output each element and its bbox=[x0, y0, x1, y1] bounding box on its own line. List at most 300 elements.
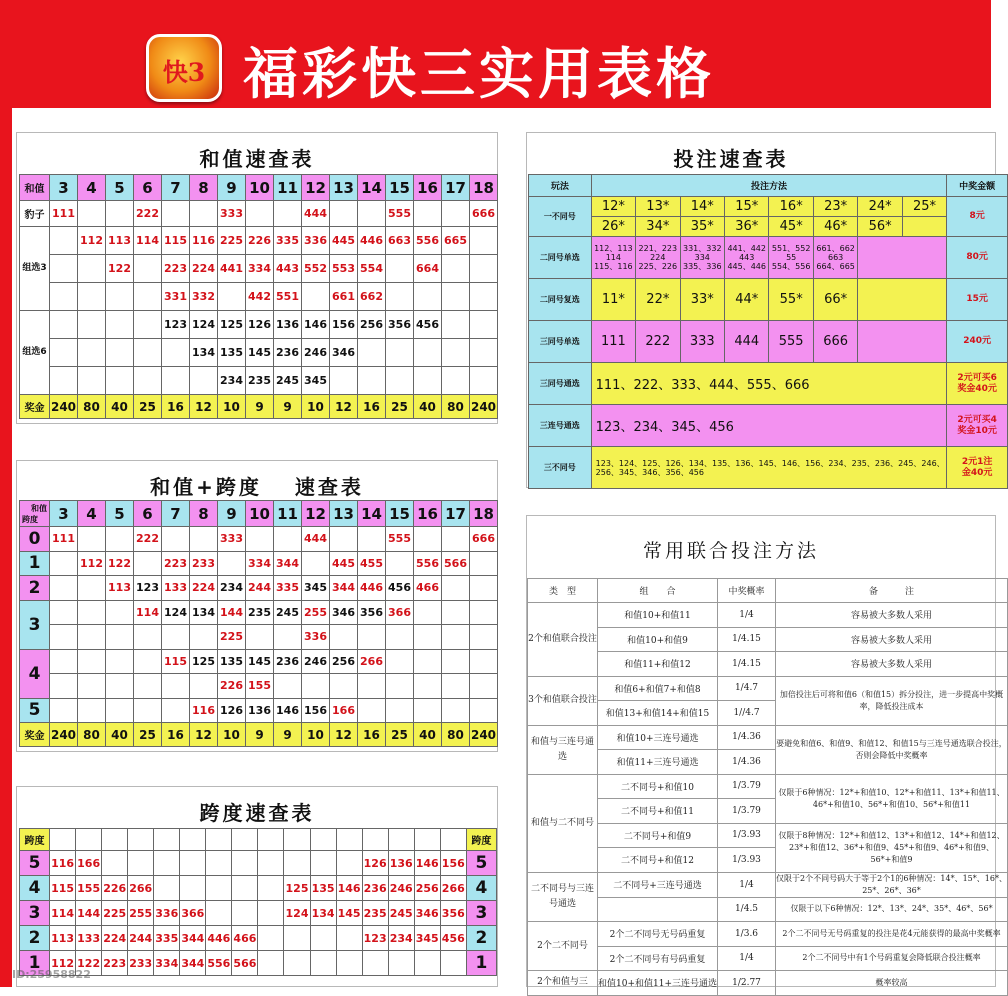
table-cell: 441 bbox=[218, 255, 246, 283]
table-cell: 123 bbox=[362, 926, 388, 951]
sum-value-header: 5 bbox=[106, 501, 134, 527]
combo-note: 仅限于8种情况：12*+和值12、13*+和值12、14*+和值12、23*+和值12、36*+和值9、45*+和值9、46*+和值9、56*+和值9 bbox=[776, 823, 1008, 872]
zu6-row bbox=[20, 339, 498, 367]
combo-combination: 2个二不同号有号码重复 bbox=[598, 946, 718, 971]
table-cell: 661 bbox=[330, 283, 358, 311]
sum-value-header: 18 bbox=[470, 501, 498, 527]
table-cell bbox=[414, 951, 440, 976]
bet-play-label: 一不同号 bbox=[529, 197, 592, 237]
table-cell bbox=[128, 851, 154, 876]
table-cell bbox=[50, 551, 78, 576]
table-cell bbox=[50, 649, 78, 674]
table-cell bbox=[386, 283, 414, 311]
table-cell: 255 bbox=[128, 901, 154, 926]
combo-combination: 和值10+三连号通选 bbox=[598, 725, 718, 750]
table-cell: 246 bbox=[302, 649, 330, 674]
prize-value: 9 bbox=[274, 395, 302, 419]
sum-span-header-row bbox=[20, 501, 498, 527]
table-cell: 115 bbox=[50, 876, 76, 901]
prize-value: 9 bbox=[274, 723, 302, 747]
table-cell bbox=[50, 625, 78, 650]
table-cell bbox=[180, 851, 206, 876]
table-cell bbox=[414, 674, 442, 699]
logo-text: 快3 bbox=[162, 58, 206, 87]
table-cell: 24* bbox=[858, 197, 902, 217]
table-cell: 26* bbox=[591, 217, 635, 237]
table-cell: 554 bbox=[358, 255, 386, 283]
table-cell bbox=[442, 283, 470, 311]
sum-value-header: 4 bbox=[78, 501, 106, 527]
combo-combination: 二不同号+和值12 bbox=[598, 848, 718, 873]
dice-logo-icon bbox=[146, 34, 222, 102]
corner-bottom-label: 跨度 bbox=[22, 514, 38, 524]
table-cell: 15* bbox=[725, 197, 769, 217]
table-cell: 456 bbox=[414, 311, 442, 339]
table-cell: 224 bbox=[190, 255, 218, 283]
table-cell bbox=[134, 674, 162, 699]
table-cell: 366 bbox=[180, 901, 206, 926]
prize-value: 9 bbox=[246, 723, 274, 747]
table-cell: 236 bbox=[362, 876, 388, 901]
table-cell bbox=[206, 829, 232, 851]
bet-prize: 240元 bbox=[947, 321, 1008, 363]
baozi-row bbox=[20, 201, 498, 227]
combo-type: 和值与三连号通选 bbox=[528, 725, 598, 774]
combo-type: 2个和值与三 bbox=[528, 971, 598, 996]
table-cell: 234 bbox=[218, 576, 246, 601]
table-cell bbox=[180, 829, 206, 851]
table-cell bbox=[206, 851, 232, 876]
table-cell: 333 bbox=[218, 527, 246, 552]
span-table bbox=[19, 828, 497, 976]
combo-combination: 2个二不同号无号码重复 bbox=[598, 922, 718, 947]
table-cell bbox=[284, 851, 310, 876]
combo-probability: 1/2.77 bbox=[718, 971, 776, 996]
zu3-row bbox=[20, 227, 498, 255]
table-cell: 245 bbox=[274, 367, 302, 395]
table-cell bbox=[106, 311, 134, 339]
combo-combination: 二不同号+和值11 bbox=[598, 799, 718, 824]
sum-value-header: 10 bbox=[246, 501, 274, 527]
table-cell bbox=[470, 311, 498, 339]
table-cell bbox=[190, 527, 218, 552]
combo-probability: 1/4.5 bbox=[718, 897, 776, 922]
table-cell: 56* bbox=[858, 217, 902, 237]
table-cell bbox=[162, 698, 190, 723]
table-cell bbox=[76, 829, 102, 851]
combo-probability: 1//4.7 bbox=[718, 701, 776, 726]
table-cell: 221、223 224 225、226 bbox=[636, 237, 680, 279]
sum-value-header: 15 bbox=[386, 175, 414, 201]
table-cell bbox=[274, 674, 302, 699]
table-cell: 111 bbox=[50, 527, 78, 552]
prize-value: 40 bbox=[414, 723, 442, 747]
table-cell: 234 bbox=[388, 926, 414, 951]
table-cell bbox=[246, 527, 274, 552]
table-cell: 134 bbox=[190, 339, 218, 367]
bet-filler bbox=[858, 321, 947, 363]
table-cell bbox=[284, 829, 310, 851]
table-cell bbox=[78, 311, 106, 339]
prize-value: 9 bbox=[246, 395, 274, 419]
table-cell bbox=[358, 527, 386, 552]
table-cell: 246 bbox=[388, 876, 414, 901]
table-cell bbox=[414, 527, 442, 552]
table-cell: 12* bbox=[591, 197, 635, 217]
combo-probability: 1/4.36 bbox=[718, 750, 776, 775]
table-cell: 222 bbox=[636, 321, 680, 363]
table-cell: 336 bbox=[302, 227, 330, 255]
combo-table-title: 常用联合投注方法 bbox=[642, 540, 819, 562]
table-cell bbox=[258, 851, 284, 876]
table-cell bbox=[414, 283, 442, 311]
prize-value: 80 bbox=[78, 723, 106, 747]
table-cell bbox=[232, 901, 258, 926]
table-cell bbox=[162, 625, 190, 650]
table-cell: 145 bbox=[246, 649, 274, 674]
table-cell bbox=[128, 829, 154, 851]
table-cell bbox=[414, 600, 442, 625]
table-cell: 34* bbox=[636, 217, 680, 237]
table-cell: 566 bbox=[232, 951, 258, 976]
prize-value: 16 bbox=[162, 723, 190, 747]
table-cell: 226 bbox=[246, 227, 274, 255]
table-cell: 146 bbox=[414, 851, 440, 876]
table-cell: 443 bbox=[274, 255, 302, 283]
table-cell bbox=[310, 951, 336, 976]
sum-value-header: 14 bbox=[358, 501, 386, 527]
combo-type: 3个和值联合投注 bbox=[528, 676, 598, 725]
combo-table bbox=[527, 578, 1008, 996]
prize-value: 240 bbox=[470, 395, 498, 419]
combo-type: 和值与二不同号 bbox=[528, 774, 598, 872]
table-cell bbox=[414, 339, 442, 367]
sum-value-header: 7 bbox=[162, 175, 190, 201]
sum-quick-table-panel bbox=[16, 132, 498, 424]
table-cell bbox=[388, 829, 414, 851]
prize-row bbox=[20, 723, 498, 747]
table-cell: 116 bbox=[50, 851, 76, 876]
table-cell: 345 bbox=[302, 367, 330, 395]
bet-row bbox=[529, 279, 1008, 321]
prize-value: 12 bbox=[330, 723, 358, 747]
table-cell: 25* bbox=[902, 197, 946, 217]
prize-value: 240 bbox=[470, 723, 498, 747]
table-cell: 331 bbox=[162, 283, 190, 311]
table-cell: 145 bbox=[246, 339, 274, 367]
span-row bbox=[20, 527, 498, 552]
table-cell bbox=[50, 255, 78, 283]
table-cell bbox=[134, 339, 162, 367]
combo-combination: 二不同号+和值10 bbox=[598, 774, 718, 799]
table-cell: 116 bbox=[190, 698, 218, 723]
table-cell bbox=[330, 674, 358, 699]
table-cell: 236 bbox=[274, 339, 302, 367]
table-cell bbox=[274, 201, 302, 227]
table-cell bbox=[162, 674, 190, 699]
table-cell: 223 bbox=[102, 951, 128, 976]
combo-row bbox=[528, 725, 1008, 750]
table-cell bbox=[284, 951, 310, 976]
table-cell: 222 bbox=[134, 527, 162, 552]
table-cell: 115 bbox=[162, 649, 190, 674]
table-cell bbox=[106, 600, 134, 625]
table-cell bbox=[414, 829, 440, 851]
table-cell: 666 bbox=[470, 201, 498, 227]
table-cell: 666 bbox=[470, 527, 498, 552]
table-cell bbox=[442, 600, 470, 625]
table-cell bbox=[162, 339, 190, 367]
table-cell: 115 bbox=[162, 227, 190, 255]
table-cell: 556 bbox=[206, 951, 232, 976]
combo-bet-panel bbox=[526, 515, 1007, 990]
table-cell bbox=[302, 283, 330, 311]
table-cell bbox=[442, 649, 470, 674]
span-label: 2 bbox=[20, 576, 50, 601]
table-cell: 224 bbox=[190, 576, 218, 601]
table-cell: 233 bbox=[190, 551, 218, 576]
prize-value: 16 bbox=[358, 395, 386, 419]
sum-value-header: 18 bbox=[470, 175, 498, 201]
table-cell: 36* bbox=[725, 217, 769, 237]
table-cell bbox=[442, 527, 470, 552]
span-label-left: 2 bbox=[20, 926, 50, 951]
combo-row bbox=[528, 774, 1008, 799]
table-cell: 155 bbox=[76, 876, 102, 901]
table-cell: 456 bbox=[386, 576, 414, 601]
table-cell: 345 bbox=[302, 576, 330, 601]
zu6-row bbox=[20, 311, 498, 339]
sum-value-header: 5 bbox=[106, 175, 134, 201]
sum-value-header: 14 bbox=[358, 175, 386, 201]
table-cell bbox=[414, 649, 442, 674]
table-cell bbox=[414, 698, 442, 723]
table-cell bbox=[470, 698, 498, 723]
combo-combination: 和值11+三连号通选 bbox=[598, 750, 718, 775]
table-cell: 224 bbox=[102, 926, 128, 951]
combo-note: 概率较高 bbox=[776, 971, 1008, 996]
sum-value-header: 12 bbox=[302, 501, 330, 527]
span-label-left: 1 bbox=[20, 951, 50, 976]
prize-value: 240 bbox=[50, 723, 78, 747]
span-label-left: 5 bbox=[20, 851, 50, 876]
table-cell: 55* bbox=[769, 279, 813, 321]
table-cell: 156 bbox=[302, 698, 330, 723]
combo-probability: 1/4.7 bbox=[718, 676, 776, 701]
table-cell bbox=[206, 901, 232, 926]
bet-row bbox=[529, 405, 1008, 447]
combo-combination bbox=[598, 897, 718, 922]
sum-value-header: 11 bbox=[274, 175, 302, 201]
span-row bbox=[20, 698, 498, 723]
combo-note: 容易被大多数人采用 bbox=[776, 603, 1008, 628]
sum-value-header: 10 bbox=[246, 175, 274, 201]
table-cell: 124 bbox=[284, 901, 310, 926]
sum-value-header: 8 bbox=[190, 501, 218, 527]
table-cell bbox=[106, 649, 134, 674]
sum-value-header: 15 bbox=[386, 501, 414, 527]
table-cell bbox=[386, 255, 414, 283]
table-cell: 136 bbox=[388, 851, 414, 876]
table-cell: 134 bbox=[190, 600, 218, 625]
table-cell: 245 bbox=[274, 600, 302, 625]
sum-value-header: 16 bbox=[414, 501, 442, 527]
sum-value-header: 17 bbox=[442, 501, 470, 527]
sum-value-header: 6 bbox=[134, 175, 162, 201]
table-cell: 155 bbox=[246, 674, 274, 699]
table-cell bbox=[162, 527, 190, 552]
table-cell bbox=[274, 625, 302, 650]
combo-note: 2个二不同号无号码重复的投注是花4元能获得的最高中奖概率 bbox=[776, 922, 1008, 947]
table-cell bbox=[386, 551, 414, 576]
combo-col-header: 备 注 bbox=[776, 579, 1008, 603]
table-cell bbox=[358, 201, 386, 227]
table-cell bbox=[330, 527, 358, 552]
watermark: ID:25958822 bbox=[12, 968, 91, 981]
table-cell: 346 bbox=[330, 600, 358, 625]
table-cell bbox=[102, 829, 128, 851]
table-cell bbox=[470, 551, 498, 576]
table-cell: 661、662 663 664、665 bbox=[813, 237, 857, 279]
table-cell bbox=[388, 951, 414, 976]
table-cell: 11* bbox=[591, 279, 635, 321]
table-cell bbox=[106, 339, 134, 367]
combo-note: 要避免和值6、和值9、和值12、和值15与三连号通选联合投注，否则会降低中奖概率 bbox=[776, 725, 1008, 774]
span-row bbox=[20, 551, 498, 576]
table-cell: 222 bbox=[134, 201, 162, 227]
span-label-right: 3 bbox=[466, 901, 496, 926]
table-cell bbox=[440, 951, 466, 976]
table-cell bbox=[232, 876, 258, 901]
zu6-label: 组选6 bbox=[20, 311, 50, 395]
table-cell: 45* bbox=[769, 217, 813, 237]
table-cell bbox=[78, 255, 106, 283]
table-cell: 442 bbox=[246, 283, 274, 311]
table-cell: 124 bbox=[190, 311, 218, 339]
table-cell bbox=[284, 926, 310, 951]
table-cell bbox=[386, 625, 414, 650]
table-cell bbox=[358, 698, 386, 723]
sum-table-title: 和值速查表 bbox=[199, 147, 315, 171]
table-cell: 223 bbox=[162, 255, 190, 283]
table-cell bbox=[442, 576, 470, 601]
table-cell bbox=[134, 625, 162, 650]
table-cell: 235 bbox=[246, 367, 274, 395]
table-cell bbox=[106, 527, 134, 552]
table-cell: 135 bbox=[310, 876, 336, 901]
table-cell bbox=[78, 674, 106, 699]
table-cell bbox=[154, 829, 180, 851]
table-cell bbox=[470, 283, 498, 311]
combo-combination: 和值11+和值12 bbox=[598, 652, 718, 677]
combo-note: 加倍投注后可将和值6（和值15）拆分投注，进一步提高中奖概率，降低投注成本 bbox=[776, 676, 1008, 725]
table-cell bbox=[902, 217, 946, 237]
combo-probability: 1/4 bbox=[718, 946, 776, 971]
table-cell bbox=[190, 201, 218, 227]
table-cell: 125 bbox=[284, 876, 310, 901]
sum-value-header: 13 bbox=[330, 501, 358, 527]
combo-combination: 和值10+和值11 bbox=[598, 603, 718, 628]
col-play-header: 玩法 bbox=[529, 175, 592, 197]
table-cell bbox=[78, 283, 106, 311]
combo-probability: 1/3.79 bbox=[718, 799, 776, 824]
combo-probability: 1/3.6 bbox=[718, 922, 776, 947]
table-cell bbox=[106, 201, 134, 227]
prize-value: 12 bbox=[330, 395, 358, 419]
prize-value: 25 bbox=[386, 723, 414, 747]
table-cell bbox=[134, 255, 162, 283]
table-cell bbox=[414, 625, 442, 650]
bet-text: 111、222、333、444、555、666 bbox=[591, 363, 947, 405]
bet-play-label: 二同号复选 bbox=[529, 279, 592, 321]
table-cell bbox=[246, 625, 274, 650]
span-header-row bbox=[20, 829, 497, 851]
combo-combination: 和值13+和值14+和值15 bbox=[598, 701, 718, 726]
table-cell bbox=[78, 367, 106, 395]
combo-combination: 二不同号+和值9 bbox=[598, 823, 718, 848]
table-cell: 245 bbox=[388, 901, 414, 926]
combo-probability: 1/4.36 bbox=[718, 725, 776, 750]
sum-table bbox=[19, 174, 498, 419]
combo-note: 仅限于6种情况：12*+和值10、12*+和值11、13*+和值11、46*+和值10、56*+和值10、56*+和值11 bbox=[776, 774, 1008, 823]
table-cell bbox=[50, 674, 78, 699]
span-row bbox=[20, 649, 498, 674]
table-cell: 344 bbox=[180, 951, 206, 976]
table-cell bbox=[362, 829, 388, 851]
table-cell bbox=[78, 527, 106, 552]
table-cell bbox=[78, 649, 106, 674]
table-cell bbox=[134, 283, 162, 311]
table-cell bbox=[50, 600, 78, 625]
zu3-label: 组选3 bbox=[20, 227, 50, 311]
combo-probability: 1/4 bbox=[718, 603, 776, 628]
span-table-title: 跨度速查表 bbox=[199, 801, 315, 825]
table-cell: 456 bbox=[440, 926, 466, 951]
table-cell bbox=[154, 851, 180, 876]
sum-value-header: 17 bbox=[442, 175, 470, 201]
combo-combination: 和值10+和值9 bbox=[598, 627, 718, 652]
bet-row bbox=[529, 447, 1008, 489]
table-cell bbox=[386, 649, 414, 674]
zu3-row bbox=[20, 283, 498, 311]
table-cell: 46* bbox=[813, 217, 857, 237]
combo-type: 2个二不同号 bbox=[528, 922, 598, 971]
sum-header-row bbox=[20, 175, 498, 201]
combo-note: 2个二不同号中有1个号码重复会降低联合投注概率 bbox=[776, 946, 1008, 971]
bet-prize: 15元 bbox=[947, 279, 1008, 321]
table-cell: 666 bbox=[813, 321, 857, 363]
table-cell bbox=[50, 829, 76, 851]
combo-probability: 1/4 bbox=[718, 872, 776, 897]
bet-prize: 80元 bbox=[947, 237, 1008, 279]
table-cell: 255 bbox=[302, 600, 330, 625]
table-cell bbox=[470, 339, 498, 367]
prize-row bbox=[20, 395, 498, 419]
sum-value-header: 13 bbox=[330, 175, 358, 201]
table-cell bbox=[78, 698, 106, 723]
table-cell: 256 bbox=[330, 649, 358, 674]
table-cell: 344 bbox=[330, 576, 358, 601]
bet-text: 123、234、345、456 bbox=[591, 405, 947, 447]
span-label-left: 3 bbox=[20, 901, 50, 926]
table-cell: 14* bbox=[680, 197, 724, 217]
table-cell: 226 bbox=[102, 876, 128, 901]
table-cell: 44* bbox=[725, 279, 769, 321]
table-cell: 136 bbox=[246, 698, 274, 723]
table-cell: 125 bbox=[218, 311, 246, 339]
table-cell bbox=[358, 625, 386, 650]
table-cell: 444 bbox=[302, 527, 330, 552]
